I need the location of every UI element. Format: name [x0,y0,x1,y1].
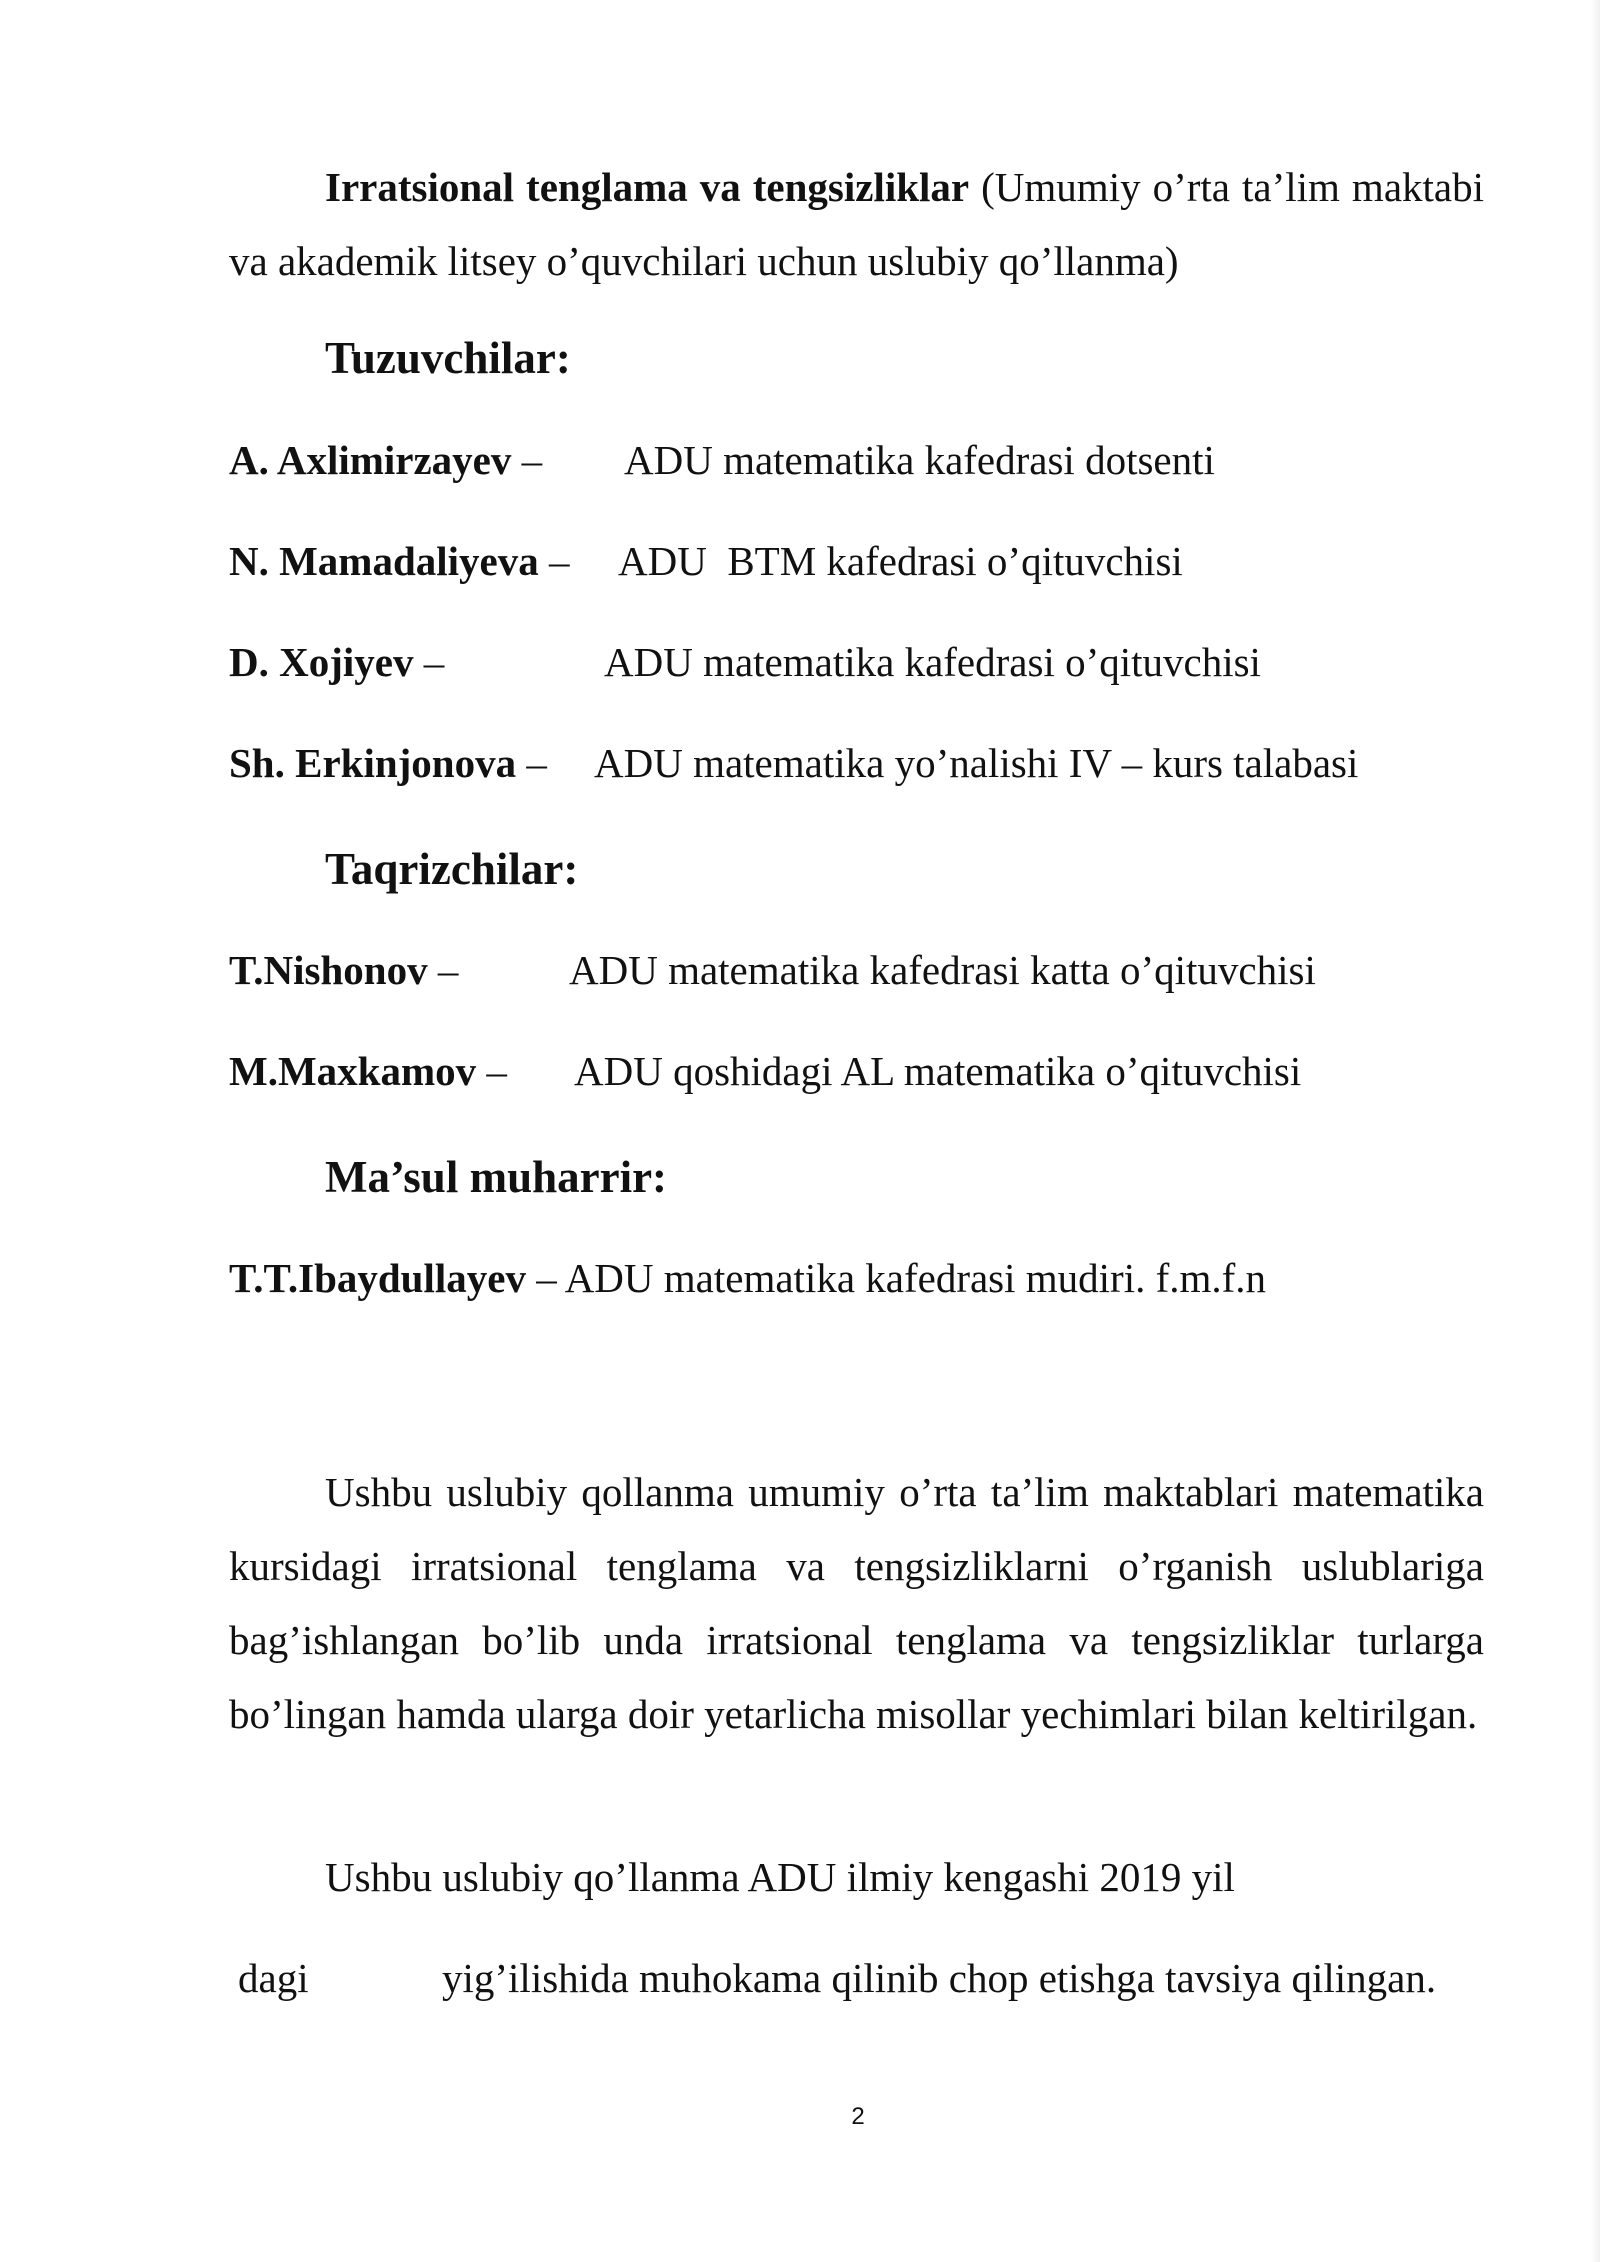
author-role: ADU matematika kafedrasi dotsenti [624,437,1215,483]
reviewer-role: ADU qoshidagi AL matematika o’qituvchisi [574,1048,1302,1094]
reviewers-heading: Taqrizchilar: [325,844,579,894]
author-dash: – [511,437,543,483]
approval-date-prefix: dagi [238,1955,309,2001]
author-name: A. Axlimirzayev [229,437,512,483]
page-edge-shadow [1590,0,1600,2262]
editor-heading: Ma’sul muharrir: [325,1152,668,1202]
author-row [229,435,1215,486]
author-row [229,637,1261,688]
reviewer-role: ADU matematika kafedrasi katta o’qituvchisi [569,947,1316,993]
author-dash: – [516,740,547,786]
page-number: 2 [851,2103,865,2130]
author-name: N. Mamadaliyeva [229,538,539,584]
author-dash: – [538,538,570,584]
title-paragraph [229,150,1484,298]
authors-heading: Tuzuvchilar: [325,333,571,383]
reviewer-dash: – [427,947,459,993]
editor-role: ADU matematika kafedrasi mudiri. f.m.f.n [556,1255,1267,1301]
approval-line-2 [238,1953,1437,2004]
author-role: ADU BTM kafedrasi o’qituvchisi [618,538,1183,584]
author-role: ADU matematika yo’nalishi IV – kurs talabasi [594,740,1359,786]
editor-row [229,1253,1266,1304]
author-name: D. Xojiyev [229,639,414,685]
reviewer-row [229,945,1316,996]
author-role: ADU matematika kafedrasi o’qituvchisi [604,639,1261,685]
author-name: Sh. Erkinjonova [229,740,517,786]
reviewer-name: M.Maxkamov [229,1048,477,1094]
reviewer-name: T.Nishonov [229,947,428,993]
editor-name: T.T.Ibaydullayev [229,1255,526,1301]
reviewer-row [229,1046,1302,1097]
author-row [229,536,1183,587]
approval-line-1: Ushbu uslubiy qo’llanma ADU ilmiy kengashi 2019 yil [325,1854,1235,1900]
approval-meeting-text: yig’ilishida muhokama qilinib chop etishga tavsiya qilingan. [442,1955,1437,2001]
author-dash: – [413,639,445,685]
abstract-paragraph: Ushbu uslubiy qollanma umumiy o’rta ta’lim maktablari matematika kursidagi irratsional tenglama va tengsizliklarni o’rganish uslublariga bag’ishlangan bo’lib unda irratsional tenglama va tengsizliklar turlarga bo’lingan hamda ularga doir yetarlicha misollar yechimlari bilan keltirilgan. [229,1469,1484,1737]
author-row [229,738,1359,789]
document-subtitle: (Umumiy o’rta ta’lim maktabi va akademik litsey o’quvchilari uchun uslubiy qo’llanma) [229,164,1484,284]
reviewer-dash: – [476,1048,507,1094]
editor-dash: – [525,1255,557,1301]
document-title: Irratsional tenglama va tengsizliklar [325,164,970,210]
